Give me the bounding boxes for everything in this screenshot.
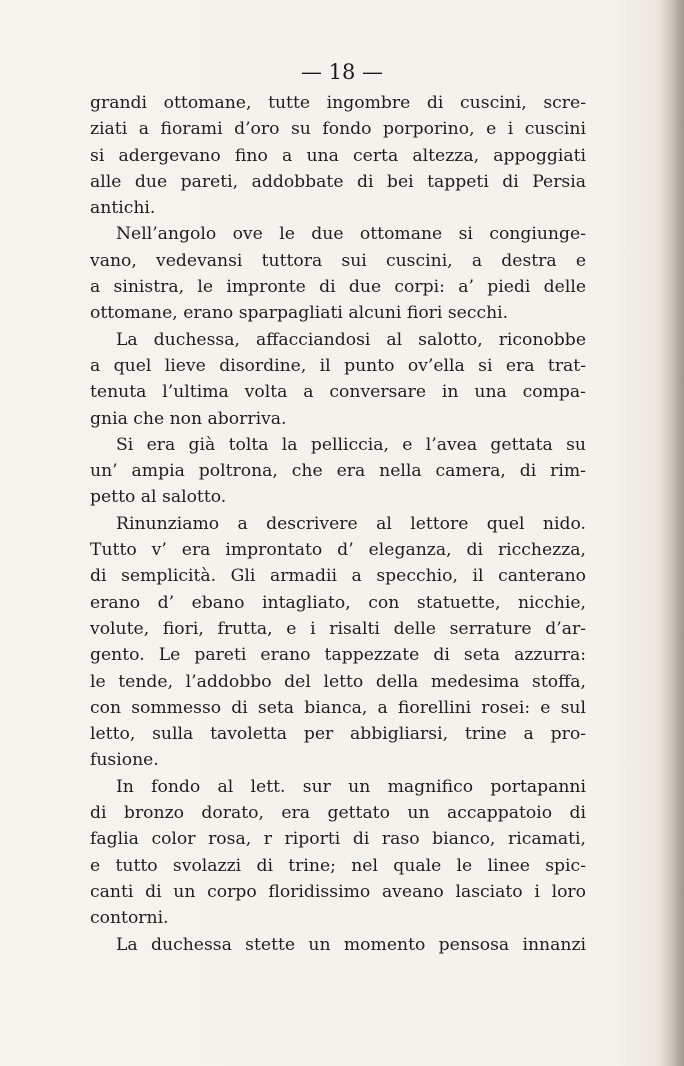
text-line: a sinistra, le impronte di due corpi: a’ piedi delle	[90, 277, 586, 298]
text-line: gnia che non aborriva.	[90, 408, 287, 429]
text-line: Nell’angolo ove le due ottomane si congiunge-	[116, 224, 586, 245]
page-edge-shadow	[660, 0, 684, 1066]
text-line: Tutto v’ era improntato d’ eleganza, di ricchezza,	[90, 540, 586, 561]
text-line: antichi.	[90, 198, 156, 219]
text-line: di bronzo dorato, era gettato un accappatoio di	[90, 803, 586, 824]
text-line: si adergevano fino a una certa altezza, appoggiati	[90, 145, 586, 166]
text-line: faglia color rosa, r riporti di raso bianco, ricamati,	[90, 829, 586, 850]
text-line: vano, vedevansi tuttora sui cuscini, a destra e	[90, 250, 586, 271]
text-line: petto al salotto.	[90, 487, 227, 508]
text-line: tenuta l’ultima volta a conversare in una compa-	[90, 382, 586, 403]
text-line: le tende, l’addobbo del letto della medesima stoffa,	[90, 671, 586, 692]
text-line: contorni.	[90, 908, 169, 929]
text-line: con sommesso di seta bianca, a fiorellini rosei: e sul	[90, 697, 586, 718]
text-line: gento. Le pareti erano tappezzate di seta azzurra:	[90, 645, 586, 666]
text-line: erano d’ ebano intagliato, con statuette, nicchie,	[90, 592, 586, 613]
page-number: — 18 —	[300, 60, 384, 84]
text-line: letto, sulla tavoletta per abbigliarsi, trine a pro-	[90, 724, 586, 745]
text-line: a quel lieve disordine, il punto ov’ella si era trat-	[90, 355, 586, 376]
text-line: canti di un corpo floridissimo aveano lasciato i loro	[90, 881, 586, 902]
text-line: volute, fiori, frutta, e i risalti delle serrature d’ar-	[90, 618, 586, 639]
text-line: In fondo al lett. sur un magnifico portapanni	[116, 776, 586, 797]
text-line: di semplicità. Gli armadii a specchio, il canterano	[90, 566, 586, 587]
text-line: grandi ottomane, tutte ingombre di cuscini, scre-	[90, 93, 586, 113]
text-line: Si era già tolta la pelliccia, e l’avea gettata su	[116, 434, 586, 455]
text-line: ziati a fiorami d’oro su fondo porporino, e i cuscini	[90, 119, 586, 140]
text-line: La duchessa stette un momento pensosa innanzi	[116, 934, 586, 955]
text-line: ottomane, erano sparpagliati alcuni fiori secchi.	[90, 303, 509, 324]
text-line: Rinunziamo a descrivere al lettore quel nido.	[116, 513, 586, 534]
text-line: La duchessa, affacciandosi al salotto, riconobbe	[116, 329, 586, 350]
text-line: alle due pareti, addobbate di bei tappeti di Persia	[90, 171, 586, 192]
body-text	[90, 90, 586, 958]
text-line: fusione.	[90, 750, 159, 771]
text-line: e tutto svolazzi di trine; nel quale le linee spic-	[90, 855, 586, 876]
text-line: un’ ampia poltrona, che era nella camera, di rim-	[90, 461, 586, 482]
